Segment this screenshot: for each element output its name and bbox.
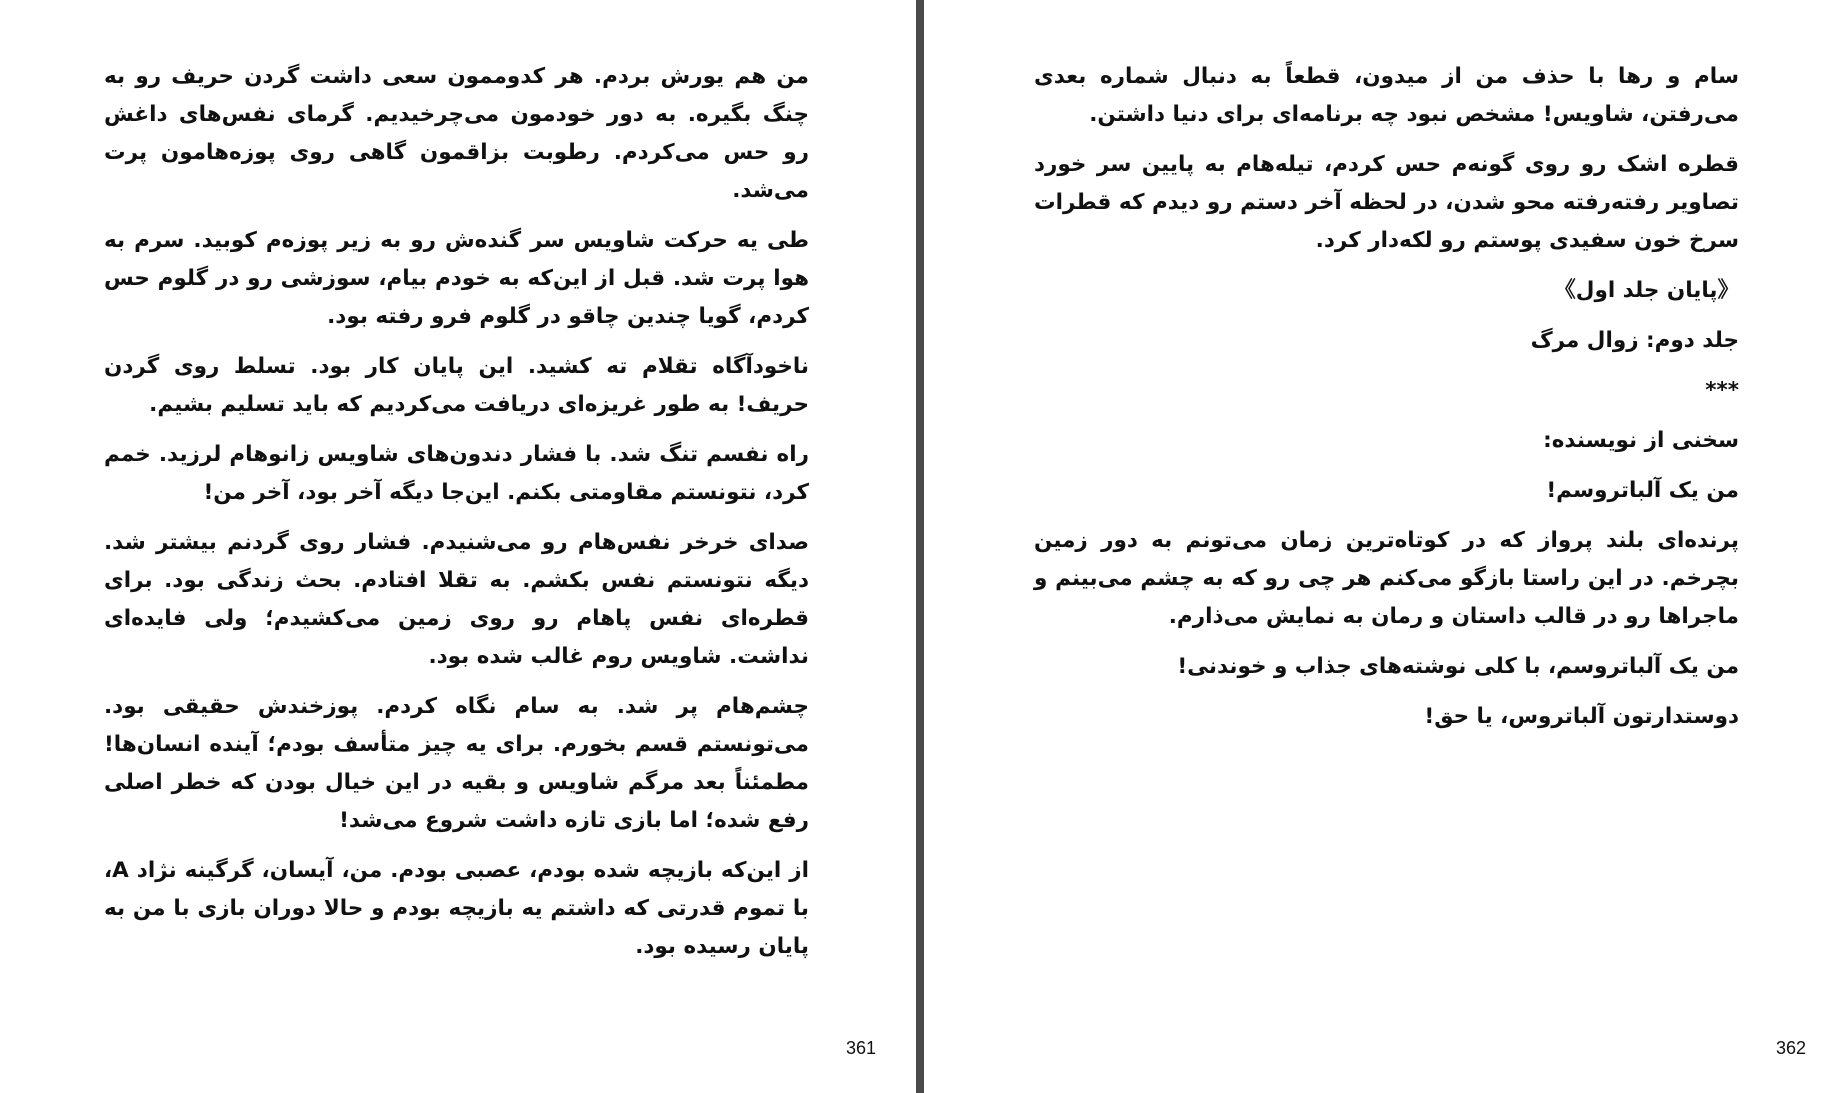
- end-of-volume-heading: 《پایان جلد اول》: [1554, 278, 1739, 303]
- paragraph: من یک آلباتروسم، با کلی نوشته‌های جذاب و خوندنی!: [1177, 654, 1739, 679]
- paragraph: ناخودآگاه تقلام ته کشید. این پایان کار بود. تسلط روی گردن حریف! به طور غریزه‌ای دریافت می‌کردیم که باید تسلیم بشیم.: [104, 354, 809, 417]
- paragraph: طی یه حرکت شاویس سر گنده‌ش رو به زیر پوزه‌م کوبید. سرم به هوا پرت شد. قبل از این‌که به خودم بیام، سوزشی رو در گلوم حس کردم، گویا چندین چاقو در گلوم فرو رفته بود.: [104, 228, 809, 329]
- page-number: 361: [846, 1038, 877, 1058]
- paragraph: پرنده‌ای بلند پرواز که در کوتاه‌ترین زمان می‌تونم به دور زمین بچرخم. در این راستا بازگو می‌کنم هر چی رو که به چشم می‌بینم و ماجراها رو در قالب داستان و رمان به نمایش می‌ذارم.: [1034, 528, 1739, 629]
- left-page: [0, 0, 916, 1093]
- section-separator: ***: [1705, 378, 1739, 403]
- author-signature: دوستدارتون آلباتروس، یا حق!: [1424, 704, 1739, 729]
- right-page-text: [1034, 58, 1739, 748]
- next-volume-title: جلد دوم: زوال مرگ: [1530, 328, 1739, 353]
- paragraph: من هم یورش بردم. هر کدوممون سعی داشت گردن حریف رو به چنگ بگیره. به دور خودمون می‌چرخیدیم. گرمای نفس‌های داغش رو حس می‌کردم. رطوبت بزاقمون گاهی روی پوزه‌هامون پرت می‌شد.: [104, 64, 809, 203]
- paragraph: راه نفسم تنگ شد. با فشار دندون‌های شاویس زانوهام لرزید. خمم کرد، نتونستم مقاومتی بکنم. این‌جا دیگه آخر بود، آخر من!: [104, 442, 809, 505]
- page-divider: [916, 0, 924, 1093]
- paragraph: سام و رها با حذف من از میدون، قطعاً به دنبال شماره بعدی می‌رفتن، شاویس! مشخص نبود چه برنامه‌ای برای دنیا داشتن.: [1034, 64, 1739, 127]
- left-page-text: [104, 58, 809, 978]
- paragraph: من یک آلباتروسم!: [1546, 478, 1739, 503]
- author-note-heading: سخنی از نویسنده:: [1543, 428, 1739, 453]
- page-number: 362: [1776, 1038, 1807, 1058]
- right-page: [924, 0, 1840, 1093]
- paragraph: از این‌که بازیچه شده بودم، عصبی بودم. من، آیسان، گرگینه نژاد A، با تموم قدرتی که داشتم یه بازیچه بودم و حالا دوران بازی با من به پایان رسیده بود.: [104, 858, 809, 959]
- paragraph: صدای خرخر نفس‌هام رو می‌شنیدم. فشار روی گردنم بیشتر شد. دیگه نتونستم نفس بکشم. به تقلا افتادم. بحث زندگی بود. برای قطره‌ای نفس پاهام رو روی زمین می‌کشیدم؛ ولی فایده‌ای نداشت. شاویس روم غالب شده بود.: [104, 530, 809, 669]
- paragraph: چشم‌هام پر شد. به سام نگاه کردم. پوزخندش حقیقی بود. می‌تونستم قسم بخورم. برای یه چیز متأسف بودم؛ آینده انسان‌ها! مطمئناً بعد مرگم شاویس و بقیه در این خیال بودن که خطر اصلی رفع شده؛ اما بازی تازه داشت شروع می‌شد!: [104, 694, 809, 833]
- paragraph: قطره اشک رو روی گونه‌م حس کردم، تیله‌هام به پایین سر خورد تصاویر رفته‌رفته محو شدن، در لحظه آخر دستم رو دیدم که قطرات سرخ خون سفیدی پوستم رو لکه‌دار کرد.: [1034, 152, 1739, 253]
